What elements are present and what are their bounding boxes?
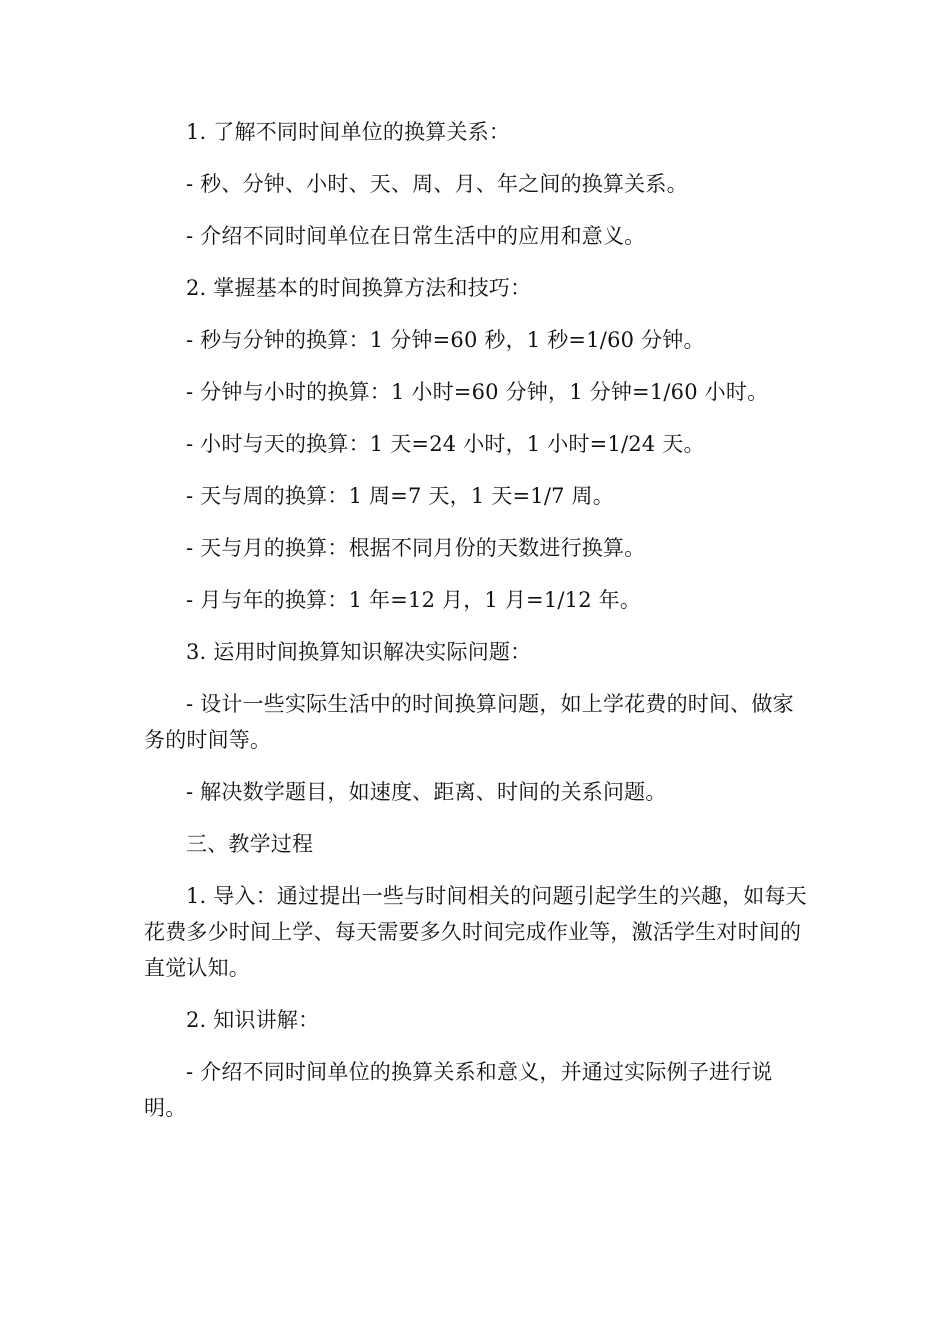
document-body	[144, 114, 809, 1142]
paragraph-seconds-minutes: - 秒与分钟的换算：1 分钟=60 秒，1 秒=1/60 分钟。	[186, 328, 705, 352]
paragraph-hours-days: - 小时与天的换算：1 天=24 小时，1 小时=1/24 天。	[186, 432, 705, 456]
paragraph-objective-3-heading: 3. 运用时间换算知识解决实际问题：	[186, 640, 532, 664]
paragraph-days-weeks: - 天与周的换算：1 周=7 天，1 天=1/7 周。	[186, 484, 614, 508]
paragraph-units-relation: - 秒、分钟、小时、天、周、月、年之间的换算关系。	[186, 172, 688, 196]
paragraph-knowledge-heading: 2. 知识讲解：	[186, 1008, 320, 1032]
paragraph-knowledge-explain: - 介绍不同时间单位的换算关系和意义，并通过实际例子进行说明。	[144, 1060, 773, 1120]
paragraph-days-months: - 天与月的换算：根据不同月份的天数进行换算。	[186, 536, 646, 560]
paragraph-design-problems: - 设计一些实际生活中的时间换算问题，如上学花费的时间、做家务的时间等。	[144, 692, 794, 752]
paragraph-introduction: 1. 导入：通过提出一些与时间相关的问题引起学生的兴趣，如每天花费多少时间上学、每天需要多久时间完成作业等，激活学生对时间的直觉认知。	[144, 884, 807, 980]
paragraph-units-application: - 介绍不同时间单位在日常生活中的应用和意义。	[186, 224, 646, 248]
paragraph-objective-1-heading: 1. 了解不同时间单位的换算关系：	[186, 120, 511, 144]
paragraph-solve-problems: - 解决数学题目，如速度、距离、时间的关系问题。	[186, 780, 667, 804]
paragraph-minutes-hours: - 分钟与小时的换算：1 小时=60 分钟，1 分钟=1/60 小时。	[186, 380, 769, 404]
paragraph-months-years: - 月与年的换算：1 年=12 月，1 月=1/12 年。	[186, 588, 642, 612]
section-heading-teaching-process: 三、教学过程	[186, 832, 314, 856]
paragraph-objective-2-heading: 2. 掌握基本的时间换算方法和技巧：	[186, 276, 532, 300]
